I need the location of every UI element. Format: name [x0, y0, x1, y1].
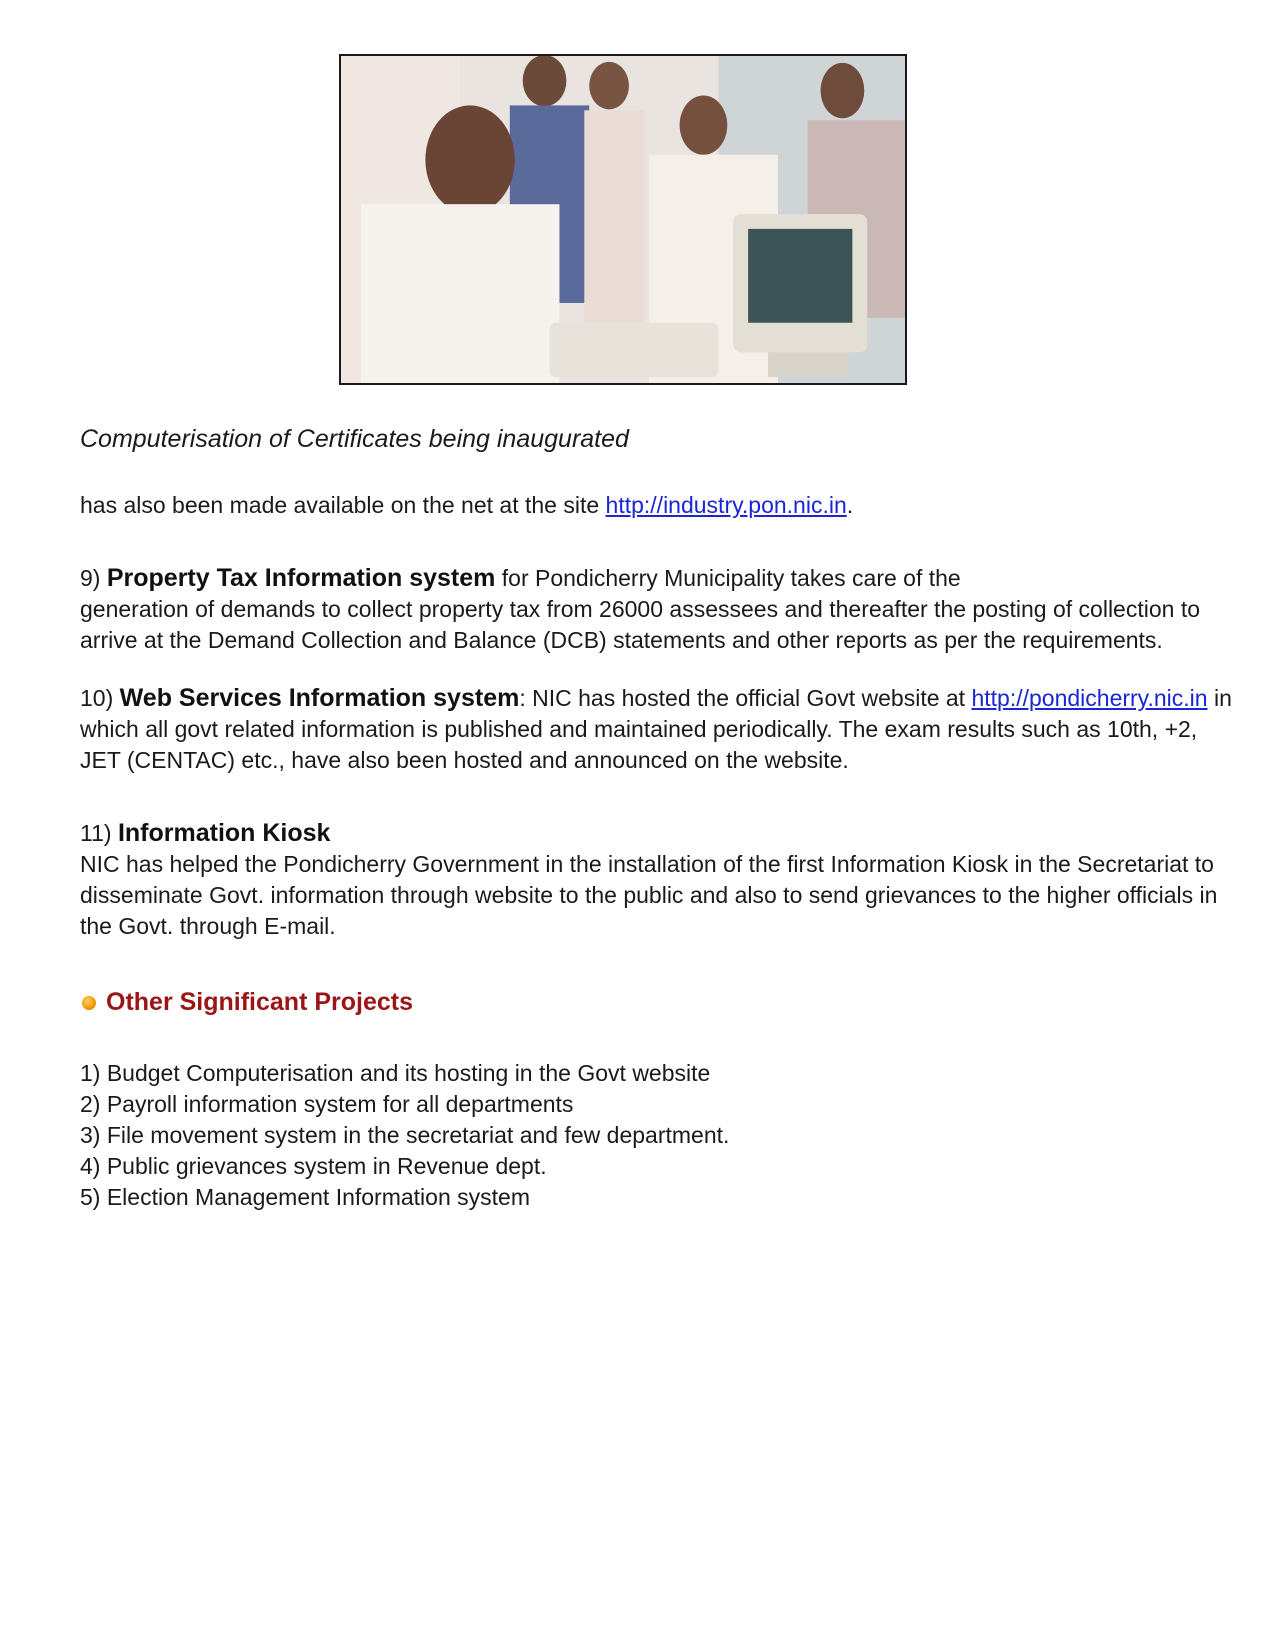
- item-9-paragraph: [80, 563, 1240, 656]
- bullet-icon: [82, 996, 96, 1010]
- photo-caption: Computerisation of Certificates being inaugurated: [80, 425, 629, 453]
- list-item: 2) Payroll information system for all departments: [80, 1091, 574, 1117]
- item-10-number: 10): [80, 685, 120, 711]
- govt-site-link[interactable]: http://pondicherry.nic.in: [971, 685, 1208, 711]
- other-projects-list: [80, 1058, 729, 1213]
- item-9-lead: for Pondicherry Municipality takes care of the: [495, 565, 961, 591]
- item-11-title: Information Kiosk: [117, 819, 331, 847]
- item-10-title: Web Services Information system: [119, 684, 520, 712]
- item-10-paragraph: [80, 683, 1240, 776]
- item-11-number: 11): [80, 820, 118, 846]
- industry-prefix: has also been made available on the net at the site: [80, 492, 606, 518]
- item-11-paragraph: [80, 818, 1240, 942]
- item-11-body: NIC has helped the Pondicherry Government in the installation of the first Information Kiosk in the Secretariat to disseminate Govt. information through website to the public and also to send grievances to the higher officials in the Govt. through E-mail.: [80, 851, 1218, 939]
- item-10-lead: : NIC has hosted the official Govt website at: [519, 685, 972, 711]
- industry-site-link[interactable]: http://industry.pon.nic.in: [605, 492, 847, 518]
- item-9-number: 9): [80, 565, 107, 591]
- item-9-title: Property Tax Information system: [106, 564, 496, 592]
- item-9-body: generation of demands to collect property tax from 26000 assessees and thereafter the posting of collection to arrive at the Demand Collection and Balance (DCB) statements and other reports as per the requirements.: [80, 596, 1201, 653]
- other-projects-heading: [82, 988, 413, 1017]
- list-item: 4) Public grievances system in Revenue dept.: [80, 1153, 547, 1179]
- list-item: 3) File movement system in the secretariat and few department.: [80, 1122, 730, 1148]
- list-item: 1) Budget Computerisation and its hosting in the Govt website: [80, 1060, 711, 1086]
- inauguration-photo: [339, 54, 907, 385]
- industry-suffix: .: [846, 492, 854, 518]
- list-item: 5) Election Management Information system: [80, 1184, 530, 1210]
- item-10-body: in which all govt related information is published and maintained periodically. The exam results such as 10th, +2, JET (CENTAC) etc., have also been hosted and announced on the website.: [80, 685, 1232, 773]
- industry-site-paragraph: [80, 490, 1240, 521]
- other-projects-title: Other Significant Projects: [106, 988, 414, 1016]
